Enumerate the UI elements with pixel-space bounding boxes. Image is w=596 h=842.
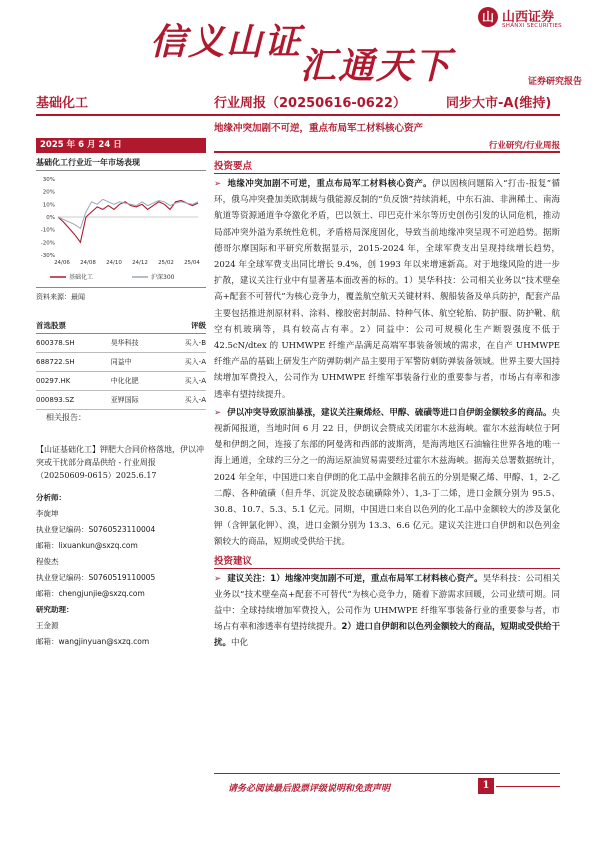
chart-source: 资料来源：最闻 [36,293,85,301]
y-tick-label: -20% [40,240,55,247]
analysts-block [36,490,206,650]
y-tick-label: 10% [42,202,55,209]
analyst-email[interactable]: 邮箱：chengjunjie@sxzq.com [36,589,145,598]
report-subtitle: 地缘冲突加剧不可逆，重点布局军工材料核心资产 [214,123,424,134]
x-tick-label: 25/04 [184,260,200,266]
column-header-stock: 首选股票 [36,318,111,334]
x-tick-label: 24/10 [106,260,122,266]
logo-name: 山西证券 [502,10,555,25]
preferred-stocks-table [36,318,206,410]
y-tick-label: -10% [40,227,55,234]
related-report-link[interactable]: 【山证基础化工】钾肥大合同价格落地，伊以冲突或干扰部分商品供给 - 行业周报（20250609-0615）2025.6.17 [36,445,204,480]
paragraph-lead: 建议关注：1）地缘冲突加剧不可逆，重点布局军工材料核心资产。 [227,573,483,584]
page-number: 1 [478,778,494,794]
chart-svg [36,171,206,289]
arrow-bullet-icon: ➢ [214,573,222,584]
analyst-name: 程俊杰 [36,557,59,566]
stock-name: 亚钾国际 [111,391,165,410]
related-reports-label: 相关报告： [46,413,86,422]
paragraph-military-materials [214,176,560,403]
sidebar [36,157,206,650]
column-header-rating: 评级 [165,318,206,334]
analyst-cert: 执业登记编码：S0760523110004 [36,525,156,534]
stock-code: 688722.SH [36,353,111,372]
table-row [36,353,206,372]
assistant-heading: 研究助理： [36,605,74,614]
category-bar [214,138,560,153]
paragraph-text: 央视新闻报道，当地时间 6 月 22 日，伊朗议会赞成关闭霍尔木兹海峡。霍尔木兹海峡位于阿曼和伊朗之间，连接了东部的阿曼湾和西部的波斯湾，是海湾地区石油输往世界各地的唯一海上通道，全球约三分之一的海运原油贸易需要经过霍尔木兹海峡。据海关总署数据统计，2024 年全年，中国进口来自伊朗的化工品中金额排名前五的分别是聚乙烯、甲醇、1，2-乙二醇、各种硫磺（但升华、沉淀及胶态硫磺除外）、1,3-丁二烯，进口金额分别为 95.5、30.8、10.7、5.3、5.1 亿元。同期，中国进口来自以色列的化工品中金额较大的涉及氯化钾（含钾氯化钾）、溴，进口金额分别为 13.3、6.6 亿元。建议关注进口自伊朗和以色列金额较大的商品，短期或受供给干扰。 [214,407,560,548]
logo-mark-icon: 山 [478,7,498,27]
x-tick-label: 24/12 [132,260,148,266]
series-line-hs300 [58,199,198,228]
assistant-name: 王金源 [36,621,59,630]
footer-disclaimer: 请务必阅读最后股票评级说明和免责声明 [228,784,391,794]
section-heading-recommendation: 投资建议 [214,553,560,569]
series-line-basic-chemicals [58,201,198,243]
y-tick-label: 30% [42,177,55,183]
header-banner [150,14,480,87]
title-divider [36,114,560,116]
report-type: 证券研究报告 [527,77,582,87]
paragraph-lead-2: 2）进口自伊朗和以色列金额较大的商品，短期或受供给干扰。 [214,622,560,649]
stock-name: 中化化肥 [111,372,165,391]
legend-label-basic-chemicals: 基础化工 [69,274,94,281]
stock-rating: 买入-A [165,353,206,372]
logo-english-name: SHANXI SECURITIES [502,23,562,29]
x-tick-label: 25/02 [158,260,174,266]
stock-name: 同益中 [111,353,165,372]
report-category: 行业研究/行业周报 [488,141,560,151]
table-header-row [36,318,206,334]
footer-rule [496,786,560,787]
market-performance-chart [36,170,206,288]
paragraph-lead: 伊以冲突导致原油暴涨，建议关注聚烯烃、甲醇、硫磺等进口自伊朗金额较多的商品。 [227,407,552,418]
banner-slogan-part1: 信义山证 [150,21,303,63]
legend-label-hs300: 沪深300 [151,274,175,281]
stock-code: 000893.SZ [36,391,111,410]
y-tick-label: -30% [40,253,55,259]
paragraph-text: 伊以因核问题陷入“打击-报复”循环，俄乌冲突叠加美欧制裁与俄能源反制的“负反馈”持续消耗，中东石油、非洲稀土、南海航道等资源通道争夺激化矛盾，巴以领土、印巴克什米尔等历史创伤引发的认同危机，推动局部冲突外溢为系统性危机，矛盾格局深度固化，导致当前地缘冲突呈现不可逆趋势。据斯德哥尔摩国际和平研究所数据显示，2015-2024 年，全球军费支出呈现持续增长趋势，2024 年全球军费支出同比增长 9.4%，创 1993 年以来增速新高。对于地缘风险的进一步扩散，建议关注行业中有显著基本面改善的标的。1）昊华科技：公司相关业务以“技术壁垒高+配套不可替代”为核心竞争力，覆盖航空航天关键材料、舰船装备及单兵防护，配套产品主要包括推进剂原材料、涂料、橡胶密封制品、特种气体、航空轮胎、防护服、防护靴、航空有机玻璃等，具有较高占有率。2）同益中：公司可规模化生产断裂强度不低于 42.5cN/dtex 的 UHMWPE 纤维产品满足高端军事装备领域的需求，在自产 UHMWPE 纤维产品的基础上研发生产防弹防刺产品主要用于军警防刺防弹装备领域。世界主要大国持续增加军费投入，公司作为 UHMWPE 纤维军事装备行业的重要参与者，市场占有率和渗透率有望持续提升。 [214,179,560,400]
analyst-cert: 执业登记编码：S0760519110005 [36,573,156,582]
x-tick-label: 24/06 [54,260,70,266]
stock-name: 昊华科技 [111,334,165,353]
analysts-heading: 分析师： [36,493,66,502]
y-tick-label: 20% [42,189,55,196]
section-heading-key-points: 投资要点 [214,158,560,174]
analyst-name: 李旋坤 [36,509,59,518]
paragraph-tail: 中化 [231,638,249,649]
paragraph-lead: 地缘冲突加剧不可逆，重点布局军工材料核心资产。 [227,179,433,189]
table-row [36,372,206,391]
main-content [214,158,560,652]
stock-code: 600378.SH [36,334,111,353]
paragraph-text: 昊华科技：公司相关业务以“技术壁垒高+配套不可替代”为核心竞争力，随着下游需求回暖，公司业绩可期。同益中：全球持续增加军费投入，公司作为 UHMWPE 纤维军事装备行业的重要参与者，市场占有率和渗透率有望持续提升。 [214,573,560,633]
column-header-name [111,318,165,334]
assistant-email[interactable]: 邮箱：wangjinyuan@sxzq.com [36,637,150,646]
industry-rating: 同步大市-A(维持) [446,96,552,111]
paragraph-iran-imports [214,405,560,551]
paragraph-recommendation [214,571,560,652]
table-row [36,391,206,410]
banner-slogan-part2: 汇通天下 [300,45,453,87]
x-tick-label: 24/08 [80,260,96,266]
company-logo [478,5,588,35]
chart-title: 基础化工行业近一年市场表现 [36,158,140,167]
report-date: 2025 年 6 月 24 日 [36,138,206,153]
arrow-bullet-icon: ➢ [214,179,222,189]
stock-rating: 买入-B [165,334,206,353]
arrow-bullet-icon: ➢ [214,407,222,418]
stock-rating: 买入-A [165,391,206,410]
analyst-email[interactable]: 邮箱：lixuankun@sxzq.com [36,541,138,550]
stock-code: 00297.HK [36,372,111,391]
industry-name: 基础化工 [36,96,89,111]
table-row [36,334,206,353]
stock-rating: 买入-A [165,372,206,391]
title-row [0,92,596,116]
y-tick-label: 0% [46,215,55,221]
footer [214,773,560,797]
report-title: 行业周报（20250616-0622） [214,96,406,111]
